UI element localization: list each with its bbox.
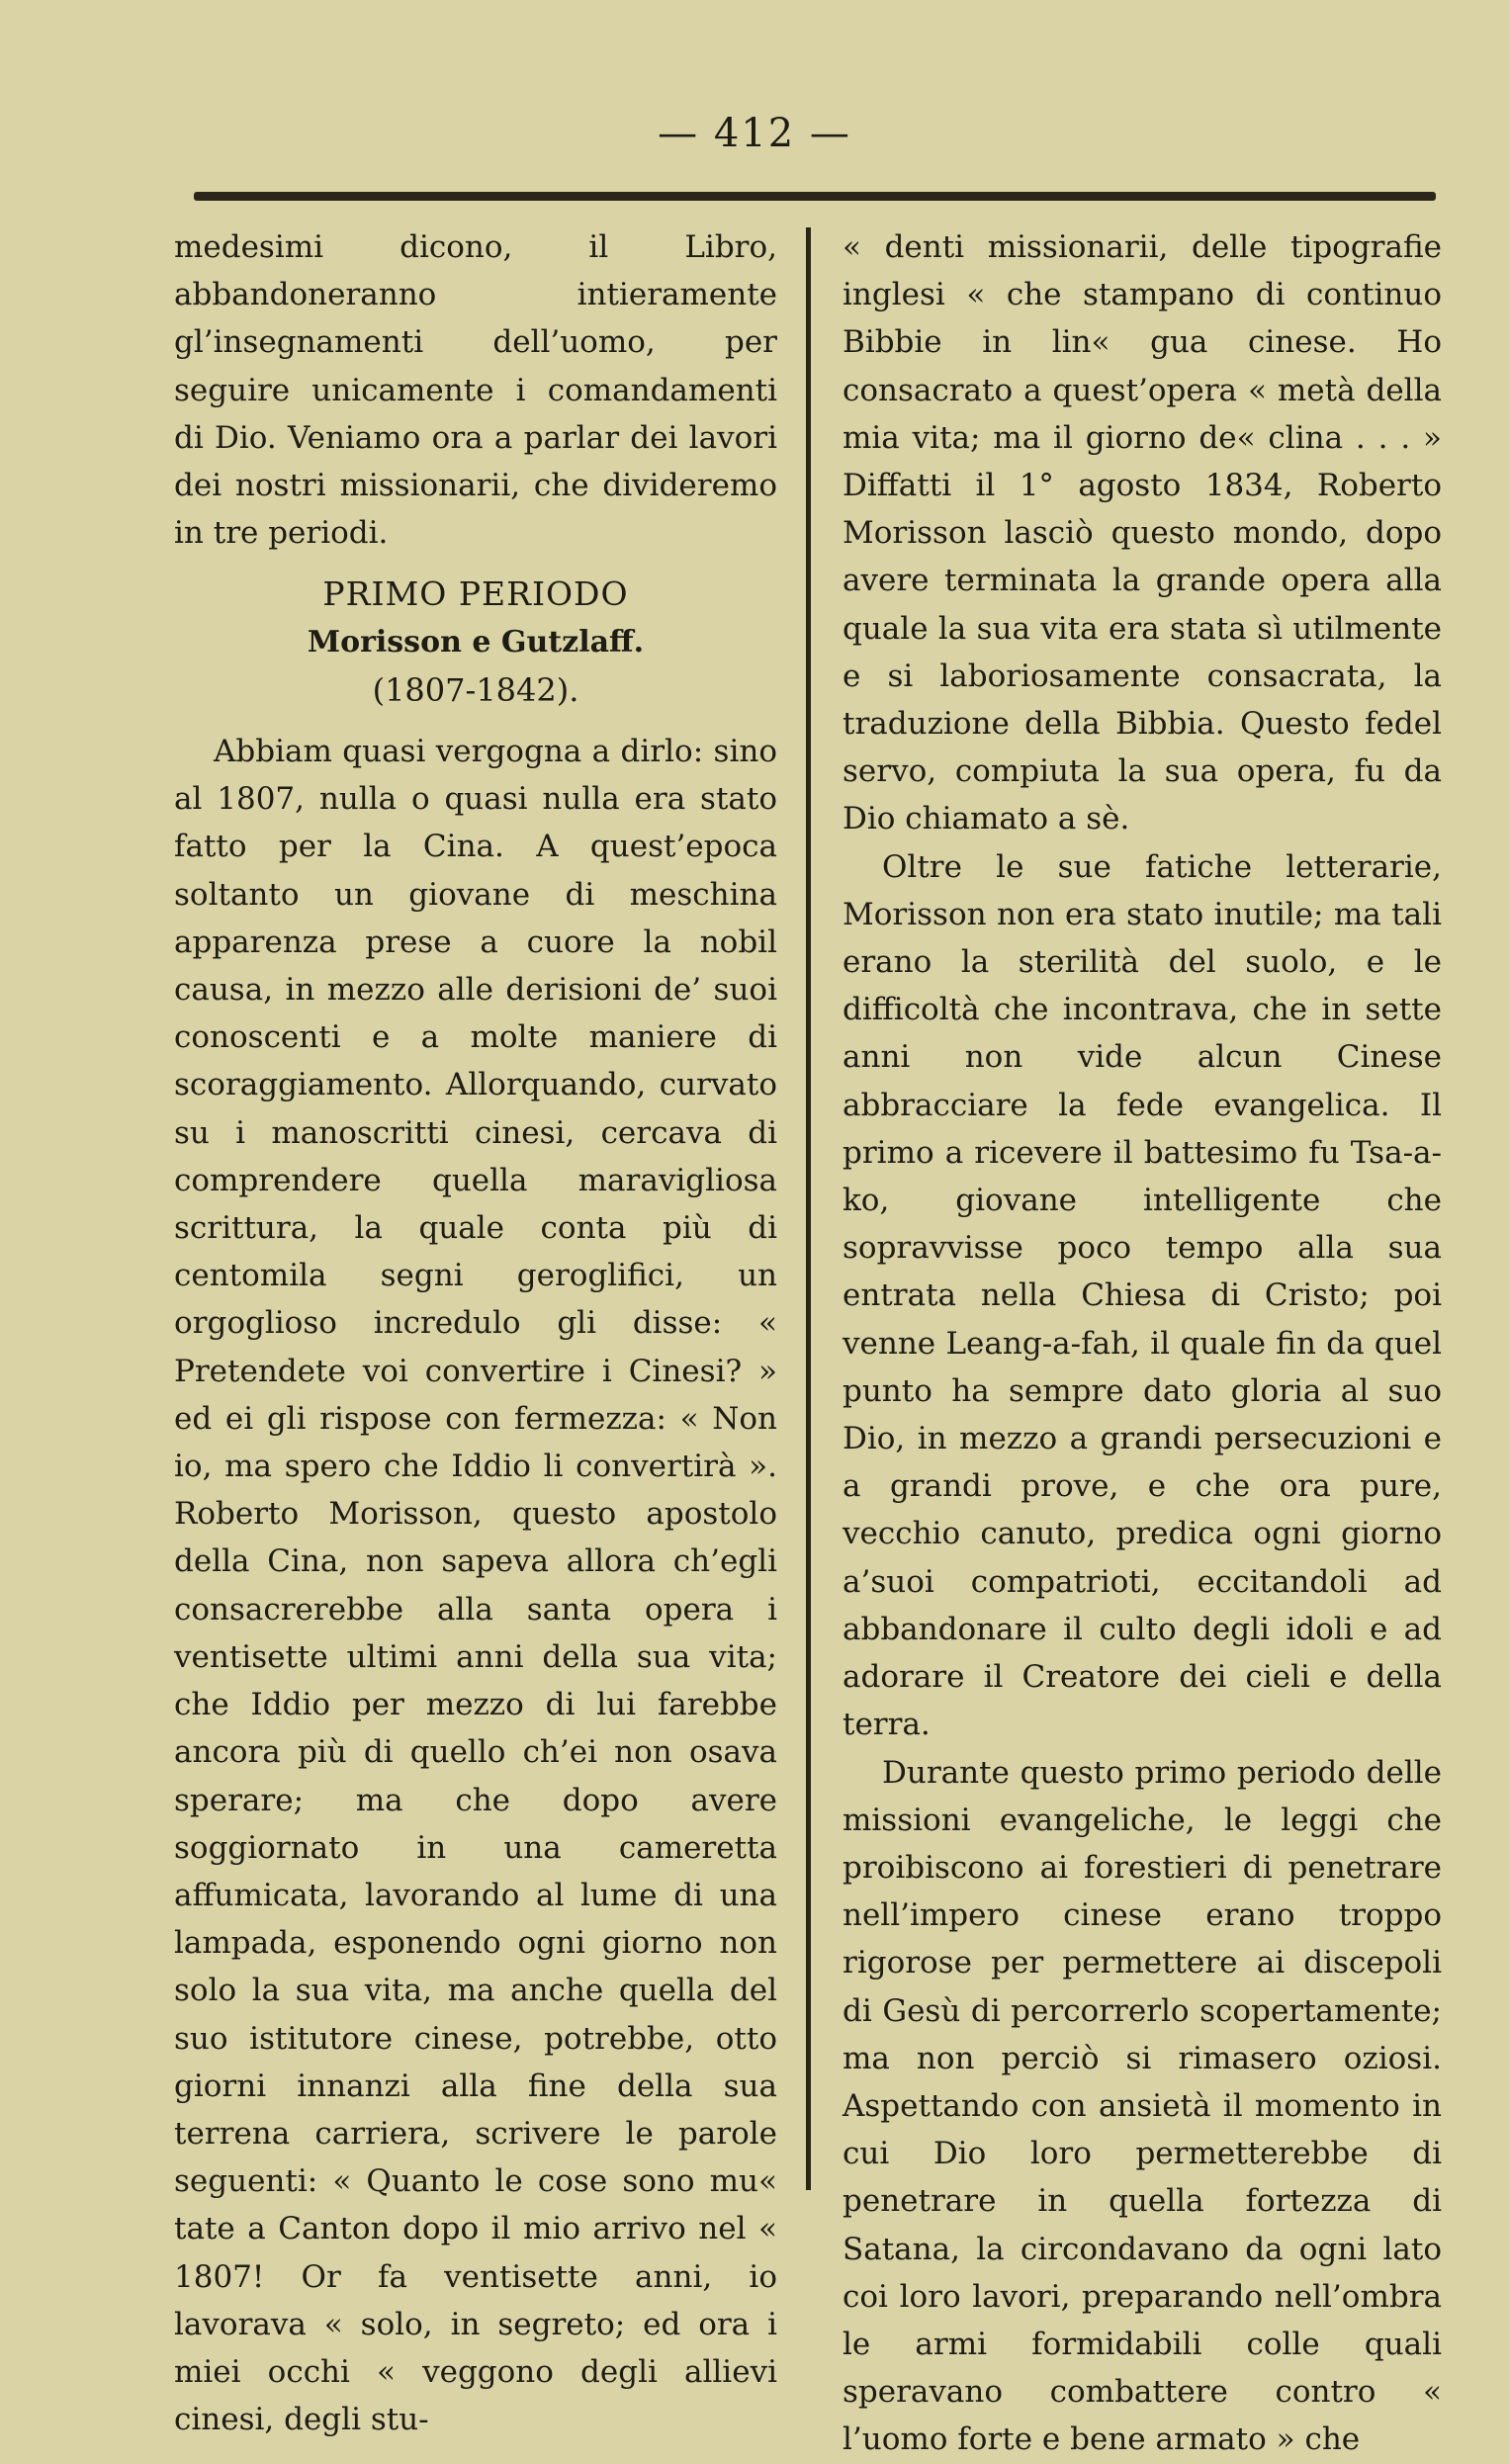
body-paragraph: Abbiam quasi vergogna a dirlo: sino al 1807, nulla o quasi nulla era stato fatto per la Cina. A quest’epoca soltanto un giovane di meschina apparenza prese a cuore la nobil causa, in mezzo alle derisioni de’ suoi conoscenti e a molte maniere di scoraggiamento. Allorquando, curvato su i manoscritti cinesi, cercava di comprendere quella maravigliosa scrittura, la quale conta più di centomila segni geroglifici, un orgoglioso incredulo gli disse: « Pretendete voi convertire i Cinesi? » ed ei gli rispose con fermezza: « Non io, ma spero che Iddio li convertirà ». Roberto Morisson, questo apostolo della Cina, non sapeva allora ch’egli consacrerebbe alla santa opera i ventisette ultimi anni della sua vita; che Iddio per mezzo di lui farebbe ancora più di quello ch’ei non osava sperare; ma che dopo avere soggiornato in una cameretta affumicata, lavorando al lume di una lampada, esponendo ogni giorno non solo la sua vita, ma anche quella del suo istitutore cinese, potrebbe, otto giorni innanzi alla fine della sua terrena carriera, scrivere le parole seguenti: « Quanto le cose sono mu« tate a Canton dopo il mio arrivo nel « 1807! Or fa ventisette anni, io lavorava « solo, in segreto; ed ora i miei occhi « veggono degli allievi cinesi, degli stu- xyxy=(174,734,777,2438)
page-number: — 412 — xyxy=(658,111,851,156)
body-paragraph: Durante questo primo periodo delle missioni evangeliche, le leggi che proibiscono ai forestieri di penetrare nell’impero cinese erano troppo rigorose per permettere ai discepoli di Gesù di percorrerlo scopertamente; ma non perciò si rimasero oziosi. Aspettando con ansietà il momento in cui Dio loro permetterebbe di penetrare in quella fortezza di Satana, la circondavano da ogni lato coi loro lavori, preparando nell’ombra le armi formidabili colle quali speravano combattere contro « l’uomo forte e bene armato » che xyxy=(843,1754,1442,2458)
header-rule xyxy=(194,192,1436,201)
left-column xyxy=(174,223,777,2443)
right-column xyxy=(843,223,1442,2464)
section-title: PRIMO PERIODO xyxy=(322,574,629,614)
column-divider xyxy=(806,227,811,2190)
quote-continuation-paragraph: « denti missionarii, delle tipografie inglesi « che stampano di continuo Bibbie in lin« gua cinese. Ho consacrato a quest’opera « metà della mia vita; ma il giorno de« clina . . . » Diffatti il 1° agosto 1834, Roberto Morisson lasciò questo mondo, dopo avere terminata la grande opera alla quale la sua vita era stata sì utilmente e si laboriosamente consacrata, la traduzione della Bibbia. Questo fedel servo, compiuta la sua opera, fu da Dio chiamato a sè. xyxy=(843,229,1442,837)
section-heading xyxy=(174,571,777,714)
section-years: (1807-1842). xyxy=(372,670,579,709)
section-names: Morisson e Gutzlaff. xyxy=(307,624,645,660)
intro-paragraph: medesimi dicono, il Libro, abbandoneranno intieramente gl’insegnamenti dell’uomo, per seguire unicamente i comandamenti di Dio. Veniamo ora a parlar dei lavori dei nostri missionarii, che divideremo in tre periodi. xyxy=(174,229,777,552)
body-paragraph: Oltre le sue fatiche letterarie, Morisson non era stato inutile; ma tali erano la sterilità del suolo, e le difficoltà che incontrava, che in sette anni non vide alcun Cinese abbracciare la fede evangelica. Il primo a ricevere il battesimo fu Tsa-a-ko, giovane intelligente che sopravvisse poco tempo alla sua entrata nella Chiesa di Cristo; poi venne Leang-a-fah, il quale fin da quel punto ha sempre dato gloria al suo Dio, in mezzo a grandi persecuzioni e a grandi prove, e che ora pure, vecchio canuto, predica ogni giorno a’suoi compatrioti, eccitandoli ad abbandonare il culto degli idoli e ad adorare il Creatore dei cieli e della terra. xyxy=(843,848,1442,1743)
